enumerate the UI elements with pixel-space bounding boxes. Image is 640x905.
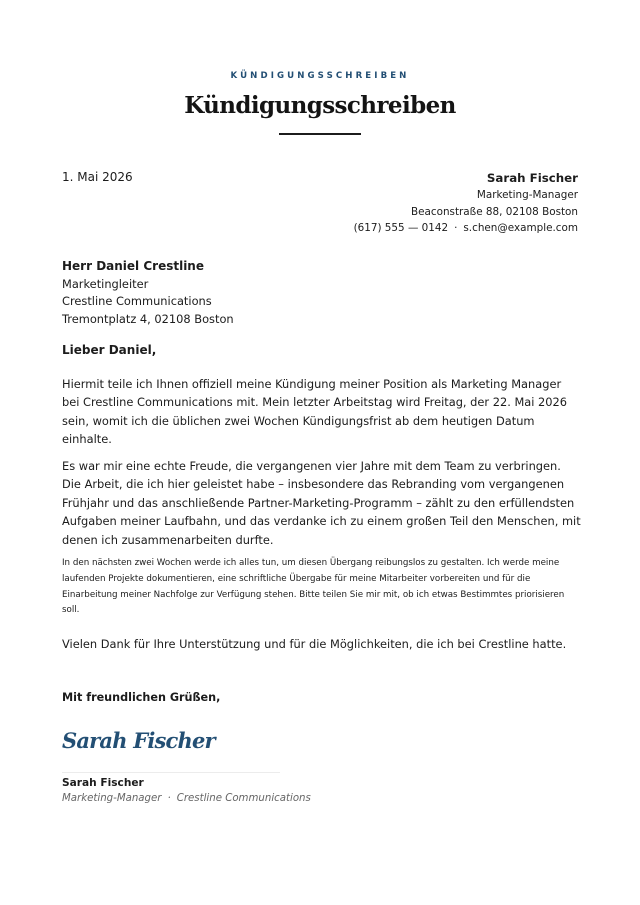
sender-email: s.chen@example.com	[463, 222, 578, 235]
title-divider	[279, 133, 361, 135]
document-title: Kündigungsschreiben	[184, 92, 456, 119]
sender-contact	[354, 220, 578, 237]
signature-name: Sarah Fischer	[62, 777, 144, 789]
sender-phone: (617) 555 — 0142	[353, 222, 449, 235]
signature-separator: ·	[167, 793, 171, 804]
sender-name: Sarah Fischer	[486, 171, 578, 185]
body-paragraph-4: Vielen Dank für Ihre Unterstützung und für die Möglichkeiten, die ich bei Crestline hatte.	[62, 637, 567, 651]
signature-line	[62, 772, 280, 773]
signature-company: Crestline Communications	[176, 793, 311, 804]
document-eyebrow: KÜNDIGUNGSSCHREIBEN	[230, 71, 410, 81]
sender-title: Marketing-Manager	[476, 189, 578, 201]
body-paragraph-2: Es war mir eine echte Freude, die vergangenen vier Jahre mit dem Team zu verbringen. Die Arbeit, die ich hier geleistet habe – insbesondere das Rebranding vom vergangenen Frühjahr und das anschließende Partner-Marketing-Programm – zählt zu den erfüllendsten Aufgaben meiner Laufbahn, und das verdanke ich zu einem großen Teil den Menschen, mit denen ich zusammenarbeiten durfte.	[62, 459, 581, 547]
signature-title-line	[62, 793, 311, 804]
signature-title: Marketing-Manager	[62, 793, 162, 804]
handwritten-signature: Sarah Fischer	[62, 728, 215, 753]
sender-block	[354, 170, 578, 237]
salutation: Lieber Daniel,	[62, 343, 157, 357]
recipient-block	[62, 258, 234, 328]
sender-address: Beaconstraße 88, 02108 Boston	[410, 205, 578, 218]
recipient-title: Marketingleiter	[62, 276, 149, 291]
recipient-name: Herr Daniel Crestline	[62, 259, 204, 273]
letter-date: 1. Mai 2026	[62, 170, 133, 184]
contact-separator: ·	[454, 222, 458, 235]
body-paragraph-3: In den nächsten zwei Wochen werde ich alles tun, um diesen Übergang reibungslos zu gestalten. Ich werde meine laufenden Projekte dokumentieren, eine schriftliche Übergabe für meine Mitarbeiter vorbereiten und für die Einarbeitung meiner Nachfolge zur Verfügung stehen. Bitte teilen Sie mir mit, ob ich etwas Bestimmtes priorisieren soll.	[62, 558, 565, 616]
closing: Mit freundlichen Grüßen,	[62, 691, 221, 704]
recipient-address: Tremontplatz 4, 02108 Boston	[62, 311, 234, 326]
recipient-company: Crestline Communications	[62, 294, 212, 309]
body-paragraph-1: Hiermit teile ich Ihnen offiziell meine Kündigung meiner Position als Marketing Manager bei Crestline Communications mit. Mein letzter Arbeitstag wird Freitag, der 22. Mai 2026 sein, womit ich die üblichen zwei Wochen Kündigungsfrist ab dem heutigen Datum einhalte.	[62, 377, 568, 447]
